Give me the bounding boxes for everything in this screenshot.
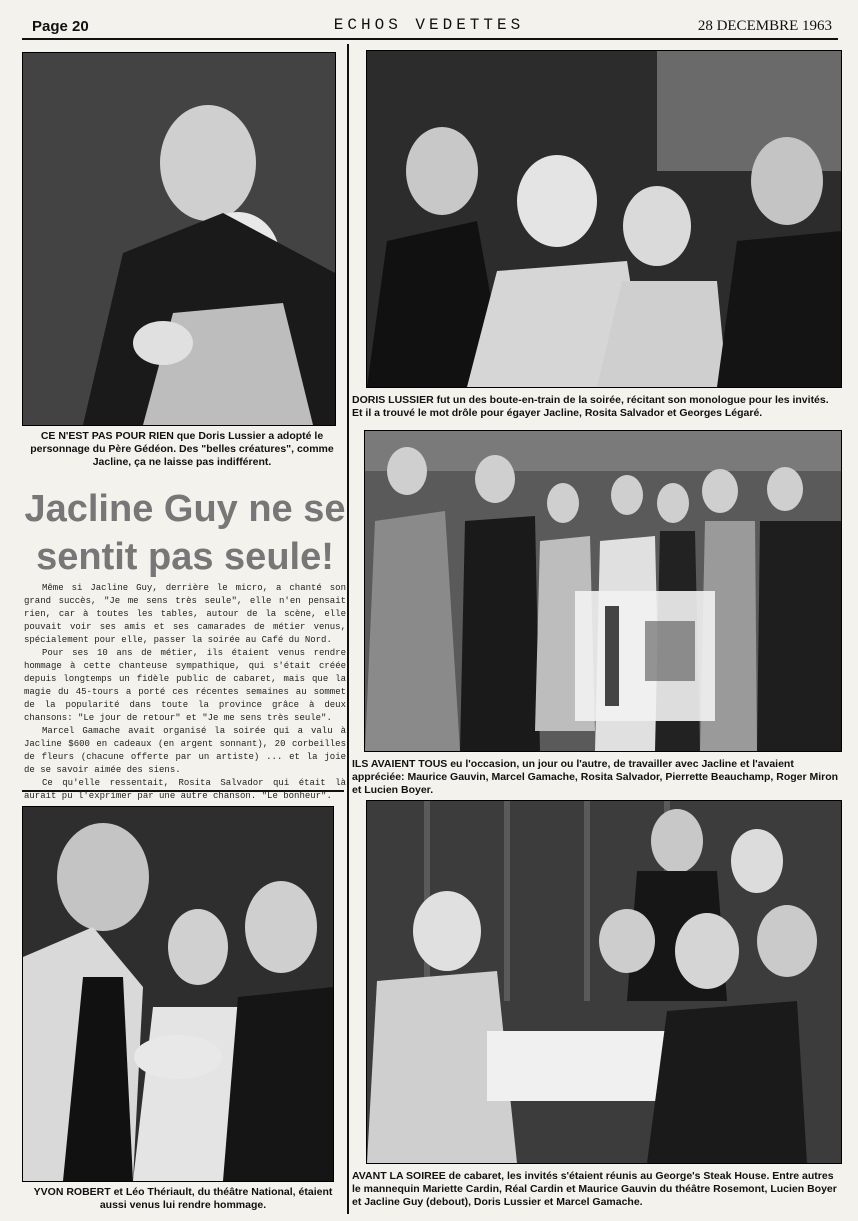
article-paragraph: Marcel Gamache avait organisé la soirée qui a valu à Jacline $600 en cadeaux (en argent sonnant), 20 corbeilles de fleurs (chacune offerte par un artiste) ... et la joie de se savoir aimée des siens. [24, 726, 346, 775]
caption-lead: DORIS LUSSIER [352, 394, 434, 406]
article-paragraph: Pour ses 10 ans de métier, ils étaient venus rendre hommage à cette chanteuse sympathique, qui s'était créée depuis longtemps un fidèle public de cabaret, mais que la magie du 45-tours a porté ces récentes semaines au sommet de la popularité dans toute la province grâce à deux chansons: "Le jour de retour" et "Je me sens très seule". [24, 648, 346, 723]
caption-text: eu l'occasion, un jour ou l'autre, de travailler avec Jacline et l'avaient appréciée: Maurice Gauvin, Marcel Gamache, Rosita Salvador, Pierrette Beauchamp, Roger Miron et Lucien Boyer. [352, 758, 839, 796]
caption-doris-lussier [352, 394, 840, 420]
article-paragraph: Ce qu'elle ressentait, Rosita Salvador qui était là aurait pu l'exprimer par une autre chanson. "Le bonheur". [24, 778, 346, 801]
column-divider [347, 44, 349, 1214]
photo-steak-house [366, 800, 842, 1164]
caption-steak-house [352, 1170, 844, 1209]
caption-lead: YVON ROBERT [33, 1186, 111, 1198]
article-body [24, 582, 346, 803]
photo-group-colleagues [364, 430, 842, 752]
caption-group [352, 758, 840, 797]
masthead-rule [22, 38, 838, 40]
issue-date: 28 DECEMBRE 1963 [697, 18, 832, 34]
caption-text: et Léo Thériault, du théâtre National, étaient aussi venus lui rendre hommage. [99, 1186, 333, 1211]
caption-lead: AVANT LA SOIREE [352, 1170, 446, 1182]
caption-text: de cabaret, les invités s'étaient réunis au George's Steak House. Entre autres le mannequin Mariette Cardin, Réal Cardin et Maurice Gauvin du théâtre Rosemont, Lucien Boyer et Jacline Guy (debout), Doris Lussier et Marcel Gamache. [352, 1170, 837, 1208]
article-paragraph: Même si Jacline Guy, derrière le micro, a chanté son grand succès, "Je me sens très seule", elle n'en pensait rien, car à toutes les tables, autour de la scène, elle pouvait voir ses amis et ses camarades de métier venus, spécialement pour elle, passer la soirée au Café du Nord. [24, 583, 346, 645]
photo-doris-lussier-monologue [366, 50, 842, 388]
caption-lead: ILS AVAIENT TOUS [352, 758, 448, 770]
caption-pere-gedeon [22, 430, 342, 469]
caption-text: que Doris Lussier a adopté le personnage du Père Gédéon. Des "belles créatures", comme Jacline, ça ne laisse pas indifférent. [30, 430, 334, 468]
headline-line-2: sentit pas seule! [36, 536, 334, 578]
publication-name: ECHOS VEDETTES [333, 16, 525, 34]
photo-pere-gedeon [22, 52, 336, 426]
caption-yvon-robert [22, 1186, 344, 1212]
photo-yvon-robert [22, 806, 334, 1182]
headline-line-1: Jacline Guy ne se [24, 488, 346, 530]
page-number: Page 20 [32, 18, 89, 35]
masthead [0, 16, 858, 38]
caption-lead: CE N'EST PAS POUR RIEN [40, 430, 174, 442]
caption-text: fut un des boute-en-train de la soirée, récitant son monologue pour les invités. Et il a trouvé le mot drôle pour égayer Jacline, Rosita Salvador et Georges Légaré. [352, 394, 829, 419]
